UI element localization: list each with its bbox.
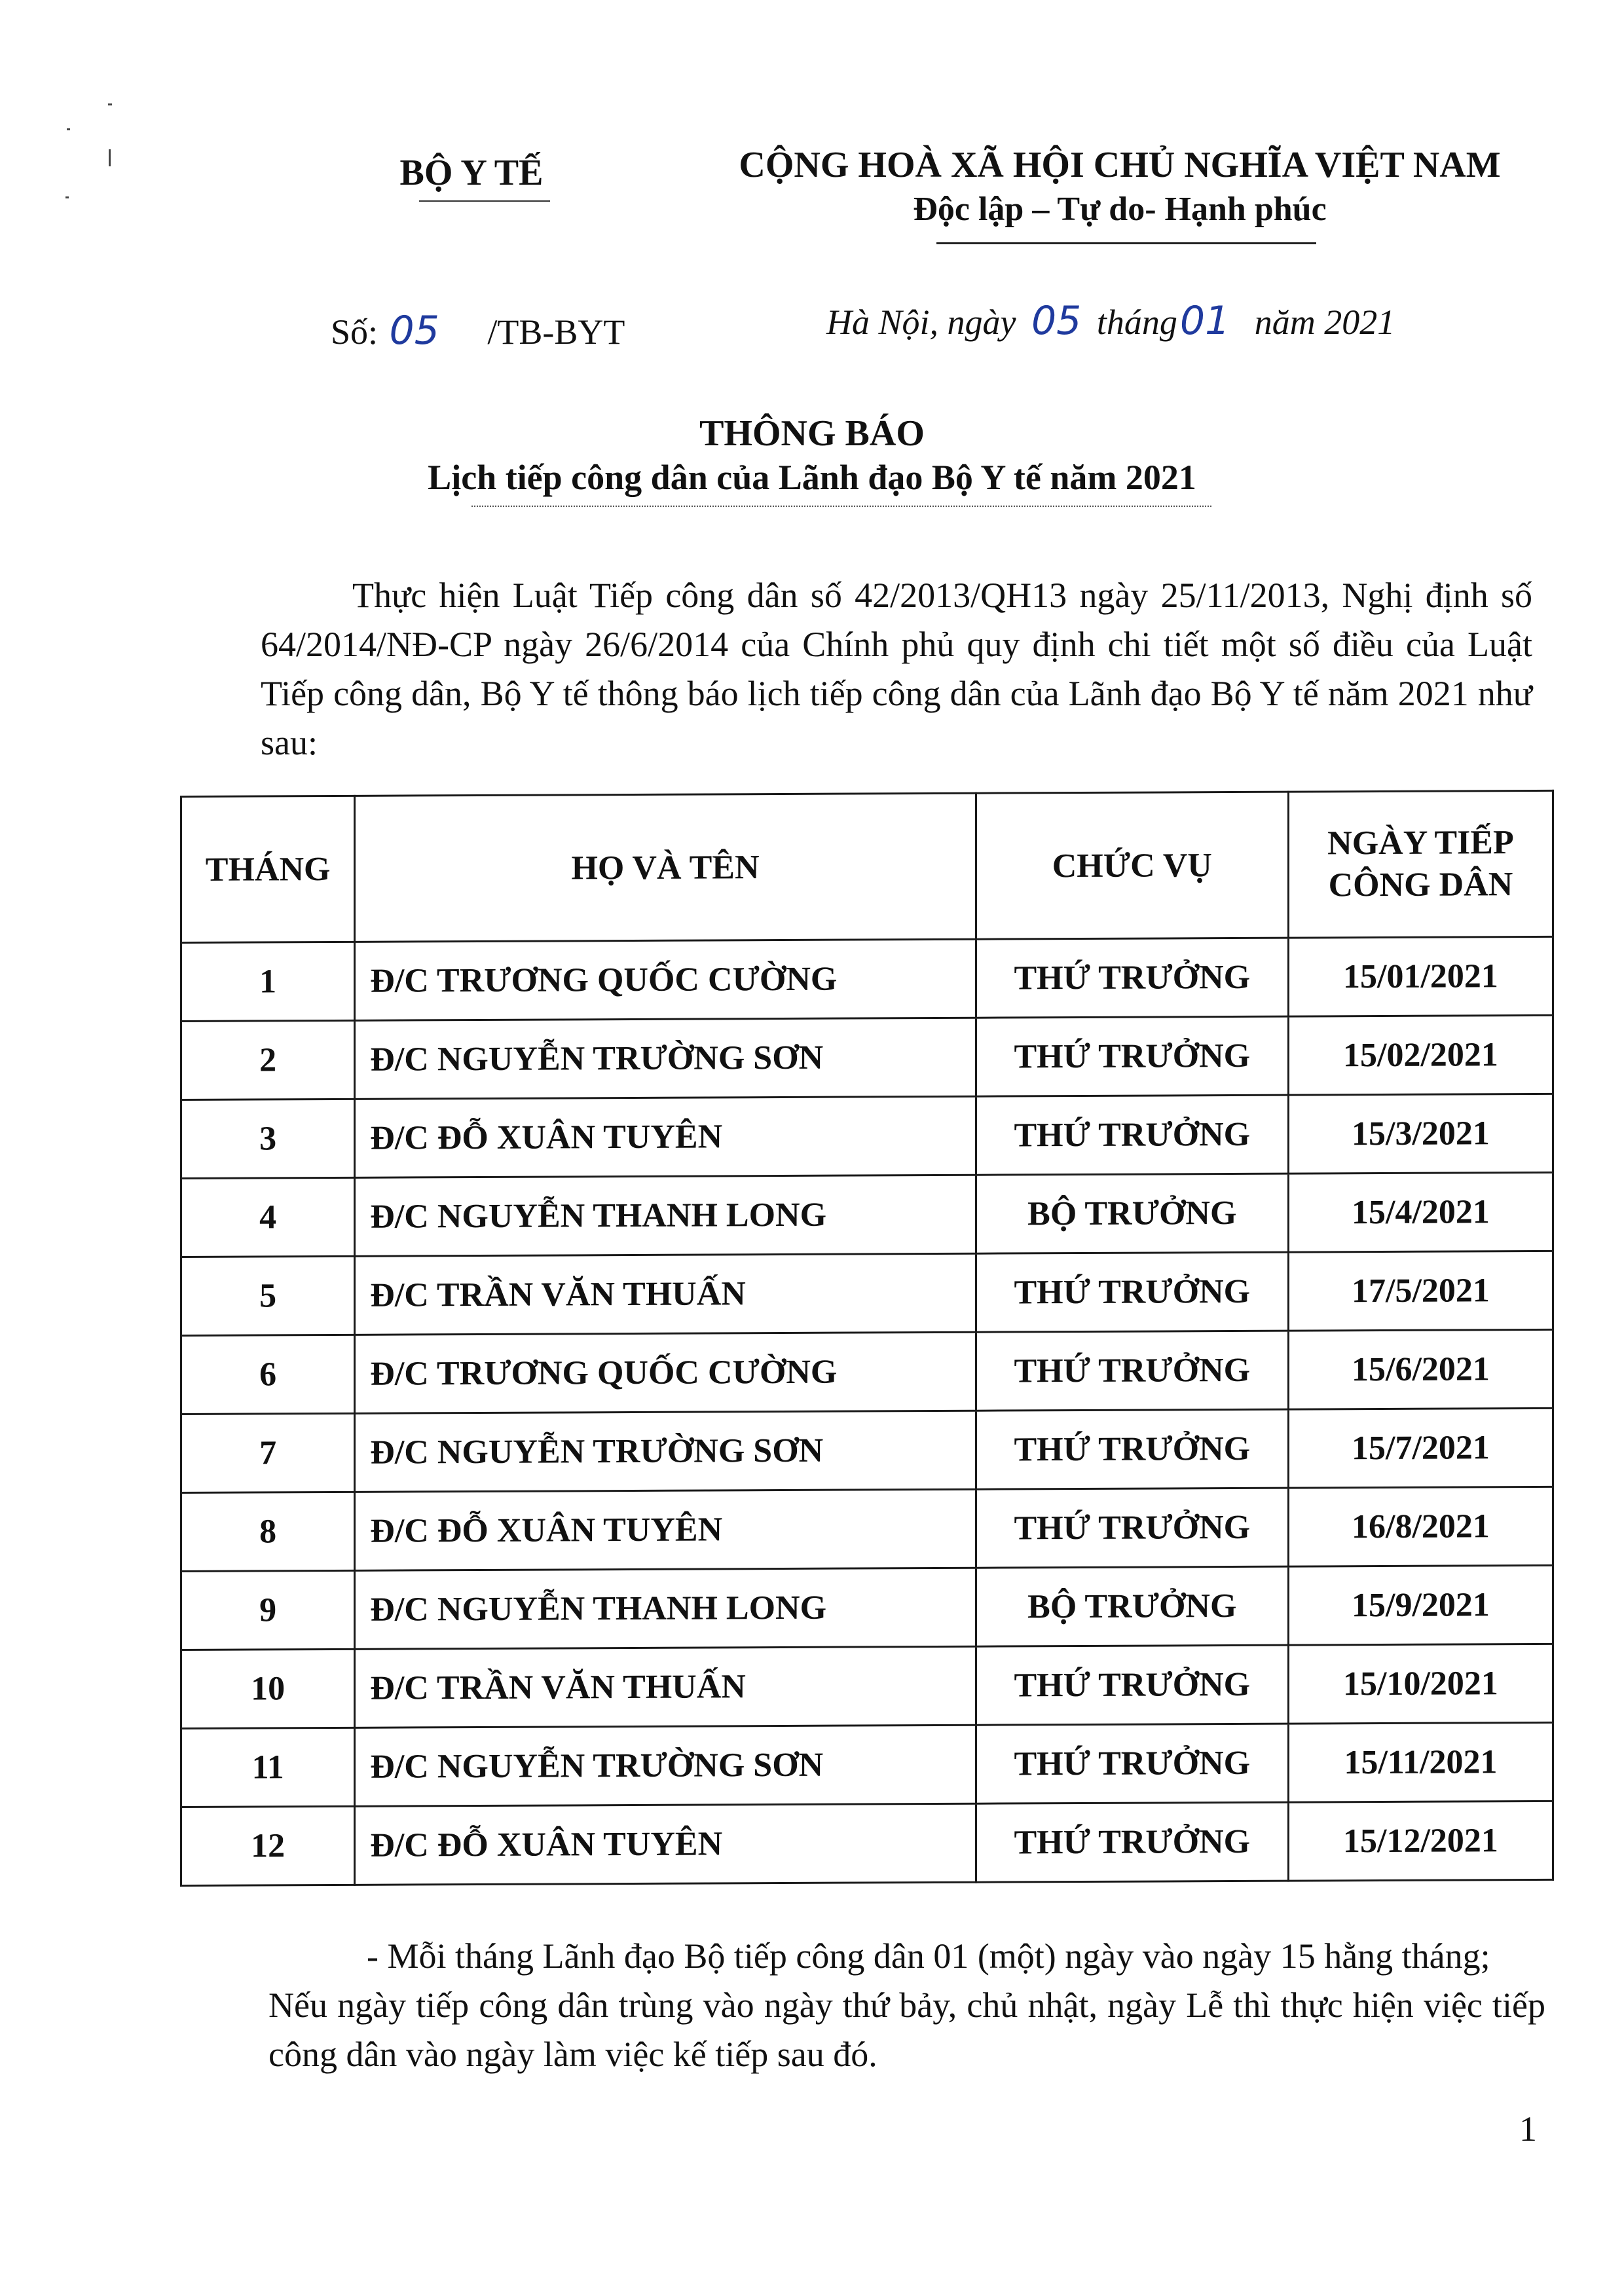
table-row xyxy=(181,1565,1553,1650)
row-position: THỨ TRƯỞNG xyxy=(976,1724,1288,1803)
row-reception-date: 16/8/2021 xyxy=(1288,1487,1553,1566)
row-reception-date: 15/7/2021 xyxy=(1288,1408,1553,1488)
agency-underline xyxy=(419,200,550,202)
row-month: 2 xyxy=(181,1020,355,1100)
row-month: 10 xyxy=(181,1649,355,1728)
header-position: CHỨC VỤ xyxy=(976,792,1288,939)
table-body xyxy=(181,936,1553,1885)
row-position: THỨ TRƯỞNG xyxy=(976,1252,1288,1332)
intro-paragraph: Thực hiện Luật Tiếp công dân số 42/2013/QH13 ngày 25/11/2013, Nghị định số 64/2014/NĐ-CP ngày 26/6/2014 của Chính phủ quy định chi tiết một số điều của Luật Tiếp công dân, Bộ Y tế thông báo lịch tiếp công dân của Lãnh đạo Bộ Y tế năm 2021 như sau: xyxy=(261,576,1532,762)
header-full-name: HỌ VÀ TÊN xyxy=(355,793,976,942)
document-number-suffix: /TB-BYT xyxy=(487,312,625,352)
row-full-name: Đ/C ĐỖ XUÂN TUYÊN xyxy=(355,1803,976,1885)
page-number: 1 xyxy=(1519,2109,1537,2149)
header-month: THÁNG xyxy=(181,796,355,942)
closing-note-rest: Nếu ngày tiếp công dân trùng vào ngày thứ bảy, chủ nhật, ngày Lễ thì thực hiện việc tiếp công dân vào ngày làm việc kế tiếp sau đó. xyxy=(268,1986,1545,2074)
row-full-name: Đ/C ĐỖ XUÂN TUYÊN xyxy=(355,1489,976,1570)
row-position: THỨ TRƯỞNG xyxy=(976,938,1288,1018)
header-reception-date-line1: NGÀY TIẾP xyxy=(1327,824,1514,862)
row-month: 1 xyxy=(181,942,355,1021)
issue-date xyxy=(826,298,1395,344)
table-row xyxy=(181,1094,1553,1178)
table-row xyxy=(181,1329,1553,1414)
row-month: 5 xyxy=(181,1256,355,1335)
row-full-name: Đ/C TRƯƠNG QUỐC CƯỜNG xyxy=(355,1332,976,1413)
row-position: THỨ TRƯỞNG xyxy=(976,1409,1288,1489)
table-row xyxy=(181,1172,1553,1257)
row-reception-date: 15/3/2021 xyxy=(1288,1094,1553,1174)
table-row xyxy=(181,1408,1553,1492)
row-full-name: Đ/C TRƯƠNG QUỐC CƯỜNG xyxy=(355,939,976,1020)
table-header-row xyxy=(181,790,1553,942)
row-reception-date: 15/01/2021 xyxy=(1288,936,1553,1016)
row-position: THỨ TRƯỞNG xyxy=(976,1645,1288,1725)
row-month: 4 xyxy=(181,1177,355,1257)
row-position: THỨ TRƯỞNG xyxy=(976,1016,1288,1096)
row-month: 9 xyxy=(181,1570,355,1650)
row-reception-date: 15/10/2021 xyxy=(1288,1644,1553,1724)
header-reception-date xyxy=(1288,790,1553,938)
table-row xyxy=(181,1015,1553,1100)
row-position: BỘ TRƯỞNG xyxy=(976,1174,1288,1253)
document-number-handwritten: 05 xyxy=(389,308,439,354)
table-row xyxy=(181,1722,1553,1807)
issue-month-handwritten: 01 xyxy=(1179,298,1230,344)
row-position: THỨ TRƯỞNG xyxy=(976,1802,1288,1882)
row-full-name: Đ/C TRẦN VĂN THUẤN xyxy=(355,1253,976,1335)
row-full-name: Đ/C ĐỖ XUÂN TUYÊN xyxy=(355,1096,976,1177)
row-reception-date: 17/5/2021 xyxy=(1288,1251,1553,1331)
scan-speck xyxy=(65,196,69,198)
issuing-agency: BỘ Y TẾ xyxy=(399,153,544,193)
issue-place: Hà Nội, ngày xyxy=(826,303,1016,342)
row-full-name: Đ/C NGUYỄN TRƯỜNG SƠN xyxy=(355,1725,976,1806)
table-row xyxy=(181,1487,1553,1571)
scan-speck xyxy=(109,149,111,166)
document-number-prefix: Số: xyxy=(331,312,378,352)
row-full-name: Đ/C TRẦN VĂN THUẤN xyxy=(355,1646,976,1728)
document-subtitle: Lịch tiếp công dân của Lãnh đạo Bộ Y tế năm 2021 xyxy=(428,458,1196,497)
row-reception-date: 15/6/2021 xyxy=(1288,1329,1553,1409)
row-reception-date: 15/11/2021 xyxy=(1288,1722,1553,1802)
row-month: 12 xyxy=(181,1806,355,1885)
scan-speck xyxy=(108,103,112,105)
row-reception-date: 15/02/2021 xyxy=(1288,1015,1553,1095)
row-position: THỨ TRƯỞNG xyxy=(976,1331,1288,1411)
closing-note-first-line: - Mỗi tháng Lãnh đạo Bộ tiếp công dân 01 (một) ngày vào ngày 15 hằng tháng; xyxy=(367,1936,1490,1976)
row-full-name: Đ/C NGUYỄN TRƯỜNG SƠN xyxy=(355,1018,976,1099)
national-title: CỘNG HOÀ XÃ HỘI CHỦ NGHĨA VIỆT NAM xyxy=(739,145,1501,185)
reception-schedule-table xyxy=(180,790,1554,1887)
row-position: THỨ TRƯỞNG xyxy=(976,1095,1288,1175)
document-title: THÔNG BÁO xyxy=(699,413,925,454)
row-month: 8 xyxy=(181,1492,355,1571)
table-row xyxy=(181,936,1553,1021)
motto-underline xyxy=(936,242,1316,244)
row-month: 3 xyxy=(181,1099,355,1178)
row-position: THỨ TRƯỞNG xyxy=(976,1488,1288,1568)
row-reception-date: 15/4/2021 xyxy=(1288,1172,1553,1252)
scan-speck xyxy=(67,128,70,130)
row-full-name: Đ/C NGUYỄN THANH LONG xyxy=(355,1175,976,1256)
row-reception-date: 15/9/2021 xyxy=(1288,1565,1553,1645)
table-row xyxy=(181,1644,1553,1728)
national-motto: Độc lập – Tự do- Hạnh phúc xyxy=(913,191,1327,228)
closing-note xyxy=(268,1932,1545,2079)
header-reception-date-line2: CÔNG DÂN xyxy=(1328,866,1513,904)
row-full-name: Đ/C NGUYỄN TRƯỜNG SƠN xyxy=(355,1411,976,1492)
row-month: 11 xyxy=(181,1728,355,1807)
issue-day-handwritten: 05 xyxy=(1031,298,1082,344)
row-full-name: Đ/C NGUYỄN THANH LONG xyxy=(355,1568,976,1649)
row-month: 6 xyxy=(181,1335,355,1414)
table-row xyxy=(181,1801,1553,1885)
row-month: 7 xyxy=(181,1413,355,1492)
issue-year: năm 2021 xyxy=(1254,303,1395,342)
subtitle-underline xyxy=(471,506,1211,507)
document-number xyxy=(331,308,625,354)
row-position: BỘ TRƯỞNG xyxy=(976,1566,1288,1646)
table-row xyxy=(181,1251,1553,1335)
row-reception-date: 15/12/2021 xyxy=(1288,1801,1553,1881)
issue-month-label: tháng xyxy=(1096,303,1177,342)
